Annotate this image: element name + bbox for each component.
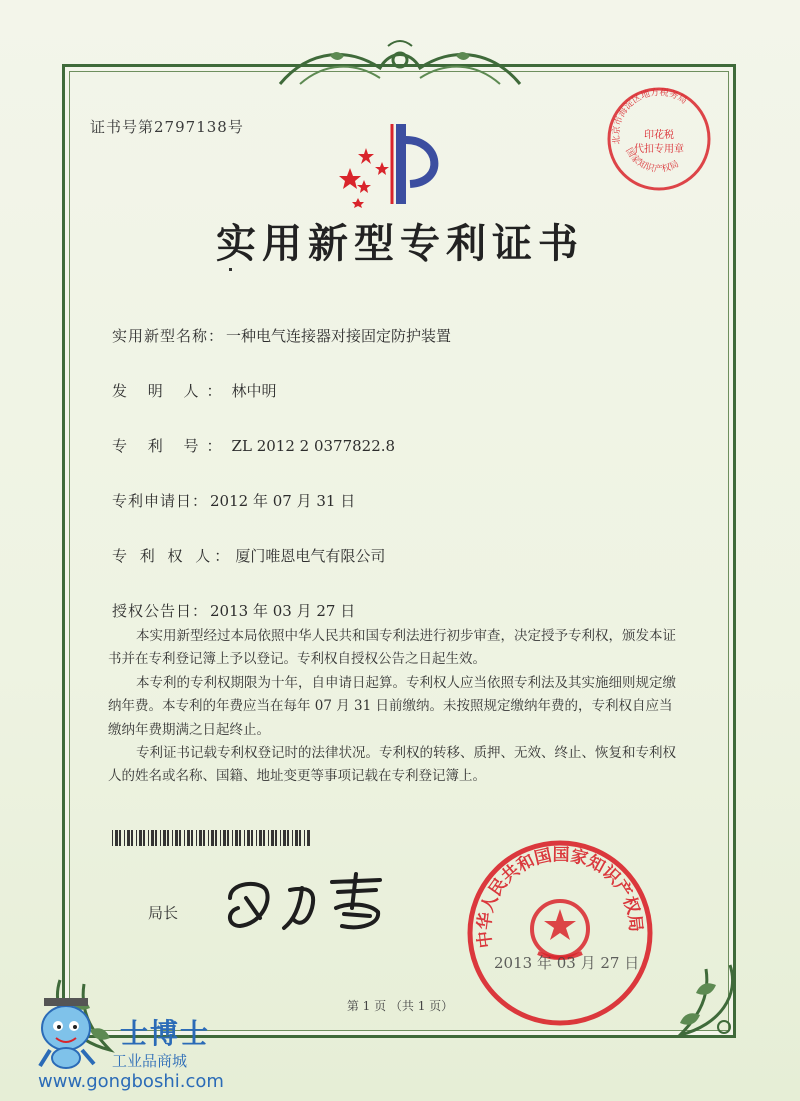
barcode-bar: [139, 830, 142, 846]
barcode-bar: [287, 830, 289, 846]
field-label: 实用新型名称：: [112, 327, 225, 345]
barcode-bar: [271, 830, 274, 846]
barcode-bar: [112, 830, 113, 846]
barcode-bar: [136, 830, 137, 846]
barcode-bar: [179, 830, 181, 846]
barcode-bar: [160, 830, 161, 846]
barcode-bar: [175, 830, 178, 846]
barcode-bar: [191, 830, 193, 846]
barcode-bar: [283, 830, 286, 846]
patent-office-emblem-icon: [330, 118, 460, 208]
brand-subtitle: 工业品商城: [112, 1052, 188, 1070]
barcode-bar: [307, 830, 310, 846]
barcode-bar: [299, 830, 301, 846]
barcode-bar: [239, 830, 241, 846]
body-paragraph: 本专利的专利权期限为十年，自申请日起算。专利权人应当依照专利法及其实施细则规定缴纳年费。本专利的年费应当在每年 07 月 31 日前缴纳。未按照规定缴纳年费的，专利权自应当缴纳年费期满之日起终止。: [108, 674, 676, 738]
field-label: 专利申请日：: [112, 492, 209, 510]
barcode-bar: [223, 830, 226, 846]
barcode-bar: [259, 830, 262, 846]
small-seal-text: 北京市海淀区地方税务局: [611, 87, 689, 145]
barcode-bar: [172, 830, 173, 846]
barcode-bar: [247, 830, 250, 846]
certificate-number: [90, 116, 244, 137]
barcode-bar: [187, 830, 190, 846]
barcode-bar: [203, 830, 205, 846]
barcode-bar: [119, 830, 121, 846]
barcode-bar: [127, 830, 130, 846]
seal-date: 2013 年 03 月 27 日: [494, 954, 640, 972]
barcode-bar: [208, 830, 209, 846]
field-label: 专 利 权 人：: [112, 547, 234, 565]
director-signature-icon: [220, 868, 400, 940]
field-value: 厦门唯恩电气有限公司: [235, 547, 386, 565]
barcode-bar: [275, 830, 277, 846]
small-seal-center-text: 代扣专用章: [634, 144, 684, 155]
barcode-bar: [124, 830, 125, 846]
body-paragraph: 本实用新型经过本局依照中华人民共和国专利法进行初步审查，决定授予专利权，颁发本证书并在专利登记簿上予以登记。专利权自授权公告之日起生效。: [108, 628, 676, 668]
field-inventor: [112, 380, 277, 401]
body-paragraph: 专利证书记载专利权登记时的法律状况。专利权的转移、质押、无效、终止、恢复和专利权人的姓名或名称、国籍、地址变更等事项记载在专利登记簿上。: [108, 745, 676, 785]
cert-number-value: 2797138: [154, 118, 228, 136]
certificate-body: [108, 625, 684, 789]
field-label: 发 明 人：: [112, 382, 230, 400]
barcode-bar: [227, 830, 229, 846]
small-seal-bottom-text: 国家知识产权局: [623, 146, 681, 175]
barcode-bar: [167, 830, 169, 846]
barcode-icon: [112, 830, 312, 846]
small-seal-center-text: 印花税: [644, 130, 674, 141]
barcode-bar: [215, 830, 217, 846]
barcode-bar: [184, 830, 185, 846]
barcode-bar: [235, 830, 238, 846]
field-grant-date: [112, 600, 355, 621]
decorative-dot: [229, 268, 232, 271]
field-value: 2012 年 07 月 31 日: [210, 492, 356, 510]
barcode-bar: [131, 830, 133, 846]
top-ornament-icon: [270, 38, 530, 94]
barcode-bar: [251, 830, 253, 846]
barcode-bar: [155, 830, 157, 846]
svg-text:中华人民共和国国家知识产权局: [474, 845, 646, 949]
barcode-bar: [143, 830, 145, 846]
brand-name: 士博士: [120, 1017, 211, 1050]
seal-text: 中华人民共和国国家知识产权局: [474, 845, 646, 950]
field-label: 专 利 号：: [112, 437, 230, 455]
barcode-bar: [280, 830, 281, 846]
barcode-bar: [148, 830, 149, 846]
barcode-bar: [199, 830, 202, 846]
barcode-bar: [304, 830, 305, 846]
field-label: 授权公告日：: [112, 602, 209, 620]
barcode-bar: [163, 830, 166, 846]
barcode-bar: [256, 830, 257, 846]
cert-number-suffix: 号: [227, 118, 244, 136]
field-patentee: [112, 545, 385, 566]
brand-url: www.gongboshi.com: [38, 1071, 224, 1092]
field-patent-number: [112, 435, 395, 456]
barcode-bar: [211, 830, 214, 846]
barcode-bar: [295, 830, 298, 846]
mascot-logo-icon: [26, 994, 116, 1074]
barcode-bar: [263, 830, 265, 846]
barcode-bar: [232, 830, 233, 846]
cert-number-label: 证书号第: [90, 118, 155, 136]
barcode-bar: [151, 830, 154, 846]
bureau-director-label: 局长: [148, 904, 179, 922]
barcode-bar: [244, 830, 245, 846]
field-application-date: [112, 490, 355, 511]
barcode-bar: [268, 830, 269, 846]
barcode-bar: [292, 830, 293, 846]
barcode-bar: [115, 830, 118, 846]
field-utility-model-name: [112, 325, 451, 346]
field-value: 一种电气连接器对接固定防护装置: [226, 327, 452, 345]
barcode-bar: [220, 830, 221, 846]
barcode-bar: [196, 830, 197, 846]
certificate-title: 实用新型专利证书: [216, 220, 584, 267]
field-value: 2013 年 03 月 27 日: [210, 602, 356, 620]
field-value: ZL 2012 2 0377822.8: [231, 437, 396, 455]
page-number: 第 1 页 （共 1 页）: [346, 999, 454, 1013]
field-value: 林中明: [231, 382, 277, 400]
stamp-duty-seal-icon: [604, 84, 714, 194]
